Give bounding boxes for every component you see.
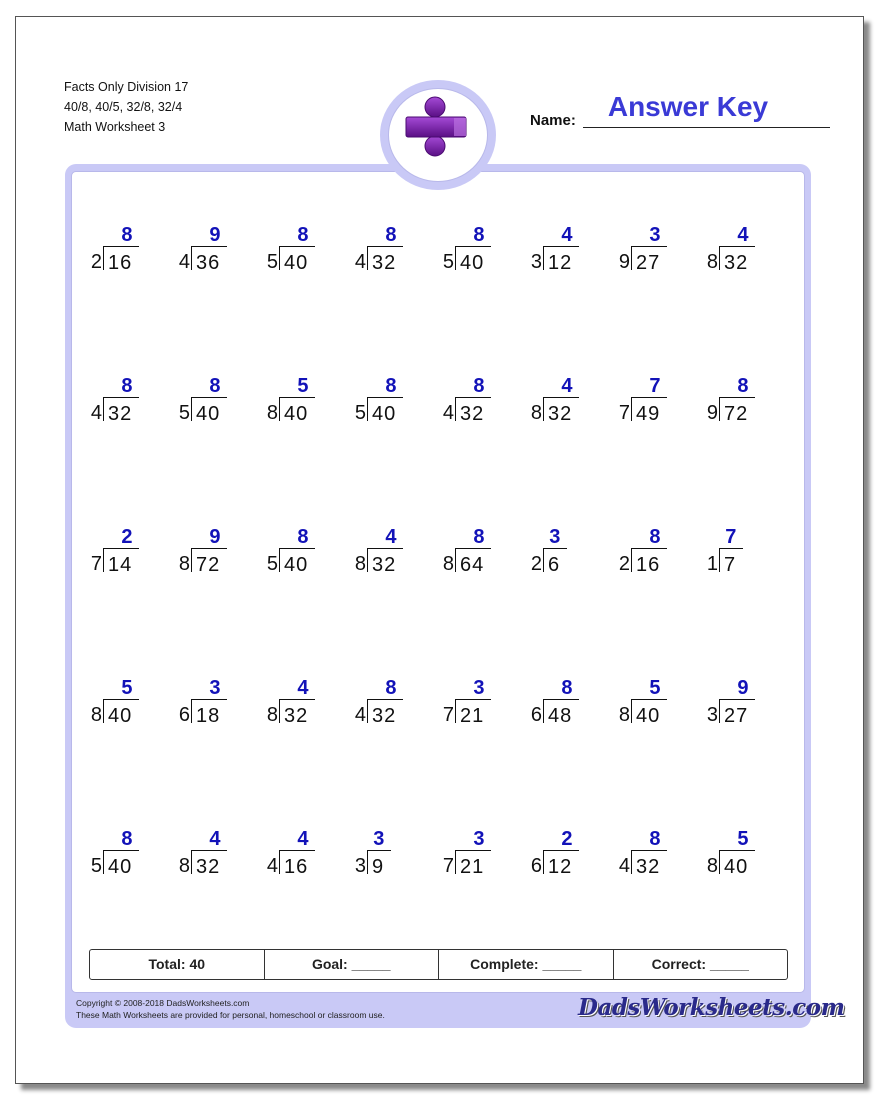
division-problem bbox=[528, 677, 618, 737]
dividend: 6 bbox=[548, 554, 561, 576]
divisor: 7 bbox=[442, 704, 454, 726]
divisor: 6 bbox=[530, 704, 542, 726]
division-problem bbox=[704, 224, 794, 284]
dividend: 32 bbox=[372, 554, 397, 576]
division-problem bbox=[176, 526, 266, 586]
dividend: 32 bbox=[108, 403, 133, 425]
name-field-line bbox=[583, 127, 830, 128]
quotient-answer: 8 bbox=[385, 677, 397, 699]
quotient-answer: 7 bbox=[649, 375, 661, 397]
dividend: 40 bbox=[196, 403, 221, 425]
dividend: 21 bbox=[460, 705, 485, 727]
brand-logo: DadsWorksheets.com bbox=[578, 994, 845, 1021]
divisor: 4 bbox=[354, 251, 366, 273]
quotient-answer: 4 bbox=[209, 828, 221, 850]
division-problem bbox=[616, 224, 706, 284]
divisor: 8 bbox=[354, 553, 366, 575]
divisor: 5 bbox=[266, 251, 278, 273]
dividend: 64 bbox=[460, 554, 485, 576]
divisor: 4 bbox=[618, 855, 630, 877]
quotient-answer: 8 bbox=[297, 526, 309, 548]
division-problem bbox=[88, 526, 178, 586]
divisor: 5 bbox=[442, 251, 454, 273]
divisor: 8 bbox=[266, 402, 278, 424]
divisor: 5 bbox=[90, 855, 102, 877]
division-problem bbox=[176, 224, 266, 284]
quotient-answer: 4 bbox=[561, 224, 573, 246]
division-problem bbox=[176, 828, 266, 888]
quotient-answer: 9 bbox=[209, 224, 221, 246]
divisor: 2 bbox=[90, 251, 102, 273]
quotient-answer: 2 bbox=[121, 526, 133, 548]
divisor: 8 bbox=[706, 251, 718, 273]
quotient-answer: 2 bbox=[561, 828, 573, 850]
quotient-answer: 8 bbox=[385, 224, 397, 246]
dividend: 36 bbox=[196, 252, 221, 274]
quotient-answer: 3 bbox=[549, 526, 561, 548]
quotient-answer: 8 bbox=[385, 375, 397, 397]
divisor: 3 bbox=[706, 704, 718, 726]
divisor: 3 bbox=[530, 251, 542, 273]
dividend: 12 bbox=[548, 856, 573, 878]
divisor: 9 bbox=[618, 251, 630, 273]
divisor: 6 bbox=[178, 704, 190, 726]
dividend: 27 bbox=[636, 252, 661, 274]
quotient-answer: 8 bbox=[209, 375, 221, 397]
division-problem bbox=[616, 375, 706, 435]
dividend: 40 bbox=[460, 252, 485, 274]
dividend: 40 bbox=[108, 856, 133, 878]
correct-cell: Correct: _____ bbox=[651, 956, 749, 972]
division-problem bbox=[176, 677, 266, 737]
problem-frame bbox=[65, 164, 811, 1028]
copyright-notice bbox=[76, 997, 385, 1021]
division-problem bbox=[528, 224, 618, 284]
logo-badge bbox=[380, 80, 496, 190]
quotient-answer: 9 bbox=[209, 526, 221, 548]
division-problem bbox=[352, 224, 442, 284]
division-symbol-icon bbox=[380, 80, 496, 190]
division-problem bbox=[440, 828, 530, 888]
dividend: 40 bbox=[284, 554, 309, 576]
quotient-answer: 8 bbox=[121, 375, 133, 397]
divisor: 8 bbox=[178, 553, 190, 575]
division-problem bbox=[440, 526, 530, 586]
worksheet-title: Facts Only Division 17 bbox=[64, 80, 189, 94]
dividend: 48 bbox=[548, 705, 573, 727]
quotient-answer: 3 bbox=[209, 677, 221, 699]
division-problem bbox=[528, 526, 618, 586]
quotient-answer: 3 bbox=[649, 224, 661, 246]
quotient-answer: 8 bbox=[649, 526, 661, 548]
answer-key-title: Answer Key bbox=[607, 91, 769, 122]
copyright-line: Copyright © 2008-2018 DadsWorksheets.com bbox=[76, 998, 250, 1008]
division-problem bbox=[88, 828, 178, 888]
dividend: 72 bbox=[196, 554, 221, 576]
quotient-answer: 8 bbox=[561, 677, 573, 699]
quotient-answer: 8 bbox=[297, 224, 309, 246]
division-problem bbox=[264, 526, 354, 586]
quotient-answer: 8 bbox=[649, 828, 661, 850]
dividend: 32 bbox=[724, 252, 749, 274]
dividend: 40 bbox=[284, 252, 309, 274]
division-problem bbox=[264, 375, 354, 435]
divisor: 8 bbox=[706, 855, 718, 877]
quotient-answer: 3 bbox=[473, 828, 485, 850]
dividend: 18 bbox=[196, 705, 221, 727]
quotient-answer: 5 bbox=[297, 375, 309, 397]
division-problem bbox=[88, 677, 178, 737]
dividend: 7 bbox=[724, 554, 737, 576]
division-problem bbox=[352, 828, 442, 888]
division-problem bbox=[528, 375, 618, 435]
dividend: 40 bbox=[372, 403, 397, 425]
divisor: 5 bbox=[354, 402, 366, 424]
division-problem bbox=[704, 375, 794, 435]
division-problem bbox=[176, 375, 266, 435]
division-problem bbox=[440, 224, 530, 284]
dividend: 32 bbox=[372, 705, 397, 727]
quotient-answer: 8 bbox=[121, 224, 133, 246]
quotient-answer: 5 bbox=[737, 828, 749, 850]
dividend: 40 bbox=[636, 705, 661, 727]
divisor: 4 bbox=[178, 251, 190, 273]
divisor: 9 bbox=[706, 402, 718, 424]
dividend: 12 bbox=[548, 252, 573, 274]
worksheet-facts: 40/8, 40/5, 32/8, 32/4 bbox=[64, 100, 183, 114]
worksheet-info bbox=[64, 77, 188, 137]
dividend: 32 bbox=[372, 252, 397, 274]
worksheet-number: Math Worksheet 3 bbox=[64, 120, 166, 134]
dividend: 9 bbox=[372, 856, 385, 878]
division-problem bbox=[616, 828, 706, 888]
quotient-answer: 8 bbox=[473, 224, 485, 246]
division-problem bbox=[528, 828, 618, 888]
divisor: 8 bbox=[618, 704, 630, 726]
dividend: 40 bbox=[284, 403, 309, 425]
divisor: 6 bbox=[530, 855, 542, 877]
divisor: 7 bbox=[90, 553, 102, 575]
divisor: 8 bbox=[178, 855, 190, 877]
division-problem bbox=[704, 677, 794, 737]
dividend: 16 bbox=[636, 554, 661, 576]
dividend: 40 bbox=[108, 705, 133, 727]
quotient-answer: 8 bbox=[473, 526, 485, 548]
dividend: 49 bbox=[636, 403, 661, 425]
name-label: Name: bbox=[530, 112, 576, 129]
division-problem bbox=[352, 375, 442, 435]
dividend: 16 bbox=[108, 252, 133, 274]
quotient-answer: 9 bbox=[737, 677, 749, 699]
dividend: 27 bbox=[724, 705, 749, 727]
dividend: 32 bbox=[196, 856, 221, 878]
division-problem bbox=[616, 677, 706, 737]
quotient-answer: 8 bbox=[121, 828, 133, 850]
divisor: 8 bbox=[530, 402, 542, 424]
quotient-answer: 4 bbox=[297, 677, 309, 699]
goal-cell: Goal: _____ bbox=[265, 950, 440, 979]
division-problem bbox=[440, 375, 530, 435]
divisor: 4 bbox=[266, 855, 278, 877]
complete-cell: Complete: _____ bbox=[439, 950, 614, 979]
division-problem bbox=[264, 677, 354, 737]
divisor: 5 bbox=[178, 402, 190, 424]
dividend: 40 bbox=[724, 856, 749, 878]
usage-line: These Math Worksheets are provided for personal, homeschool or classroom use. bbox=[76, 1010, 385, 1020]
dividend: 32 bbox=[636, 856, 661, 878]
divisor: 4 bbox=[90, 402, 102, 424]
divisor: 8 bbox=[90, 704, 102, 726]
divisor: 2 bbox=[530, 553, 542, 575]
dividend: 32 bbox=[460, 403, 485, 425]
division-problem bbox=[264, 224, 354, 284]
quotient-answer: 7 bbox=[725, 526, 737, 548]
quotient-answer: 5 bbox=[121, 677, 133, 699]
division-problem bbox=[88, 375, 178, 435]
dividend: 21 bbox=[460, 856, 485, 878]
divisor: 3 bbox=[354, 855, 366, 877]
division-problem bbox=[352, 526, 442, 586]
divisor: 4 bbox=[442, 402, 454, 424]
quotient-answer: 3 bbox=[473, 677, 485, 699]
divisor: 1 bbox=[706, 553, 718, 575]
quotient-answer: 4 bbox=[297, 828, 309, 850]
division-problem bbox=[352, 677, 442, 737]
quotient-answer: 4 bbox=[561, 375, 573, 397]
quotient-answer: 5 bbox=[649, 677, 661, 699]
division-problem bbox=[616, 526, 706, 586]
quotient-answer: 3 bbox=[373, 828, 385, 850]
divisor: 8 bbox=[266, 704, 278, 726]
dividend: 32 bbox=[548, 403, 573, 425]
divisor: 5 bbox=[266, 553, 278, 575]
division-problem bbox=[440, 677, 530, 737]
total-cell: Total: 40 bbox=[90, 950, 265, 979]
dividend: 72 bbox=[724, 403, 749, 425]
division-problem bbox=[88, 224, 178, 284]
divisor: 4 bbox=[354, 704, 366, 726]
dividend: 32 bbox=[284, 705, 309, 727]
quotient-answer: 4 bbox=[737, 224, 749, 246]
dividend: 14 bbox=[108, 554, 133, 576]
division-problem bbox=[704, 828, 794, 888]
divisor: 8 bbox=[442, 553, 454, 575]
quotient-answer: 4 bbox=[385, 526, 397, 548]
divisor: 2 bbox=[618, 553, 630, 575]
quotient-answer: 8 bbox=[737, 375, 749, 397]
score-bar bbox=[89, 949, 788, 980]
divisor: 7 bbox=[442, 855, 454, 877]
division-problem bbox=[704, 526, 794, 586]
division-problem bbox=[264, 828, 354, 888]
divisor: 7 bbox=[618, 402, 630, 424]
dividend: 16 bbox=[284, 856, 309, 878]
quotient-answer: 8 bbox=[473, 375, 485, 397]
